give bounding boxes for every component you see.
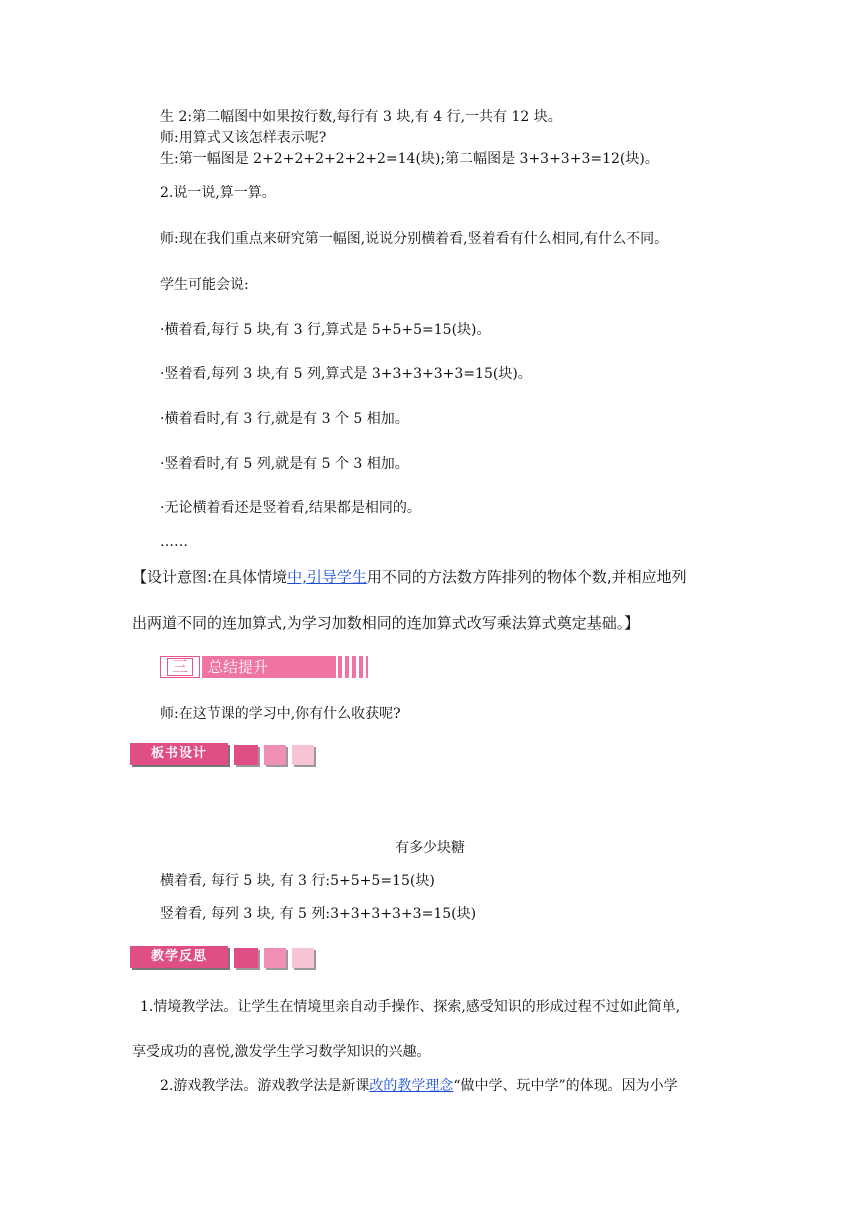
section-title: 总结提升	[202, 656, 336, 678]
design-intent-text: 【设计意图:在具体情境	[132, 568, 288, 586]
bullet-item: ·竖着看时,有 5 列,就是有 5 个 3 相加。	[160, 456, 409, 472]
board-title: 有多少块糖	[395, 840, 465, 856]
decorative-square	[292, 745, 314, 765]
reflection-text: “做中学、玩中学”的体现。因为小学	[453, 1078, 678, 1094]
design-intent-link[interactable]: 中,引导学生	[287, 568, 367, 586]
reflection-link[interactable]: 改的教学理念	[369, 1078, 454, 1094]
bullet-item: ·横着看,每行 5 块,有 3 行,算式是 5+5+5=15(块)。	[160, 322, 491, 338]
decorative-square	[292, 948, 314, 968]
board-design-tag	[130, 743, 320, 765]
dialogue-line-1: 生 2:第二幅图中如果按行数,每行有 3 块,有 4 行,一共有 12 块。	[160, 109, 562, 125]
tag-label: 板书设计	[130, 743, 228, 765]
design-intent-text: 用不同的方法数方阵排列的物体个数,并相应地列	[366, 568, 687, 586]
reflection-paragraph-1-cont: 享受成功的喜悦,激发学生学习数学知识的兴趣。	[132, 1044, 431, 1060]
reflection-text: 2.游戏教学法。游戏教学法是新课	[160, 1078, 370, 1094]
design-intent-line-2: 出两道不同的连加算式,为学习加数相同的连加算式改写乘法算式奠定基础。】	[132, 614, 640, 632]
section2-title: 2.说一说,算一算。	[160, 185, 276, 201]
bullet-item: ·竖着看,每列 3 块,有 5 列,算式是 3+3+3+3+3=15(块)。	[160, 366, 532, 382]
reflection-tag	[130, 946, 320, 968]
dialogue-line-2: 师:用算式又该怎样表示呢?	[160, 130, 327, 146]
section-number-badge: 三	[160, 656, 200, 678]
design-intent-line-1	[132, 566, 687, 588]
summary-question: 师:在这节课的学习中,你有什么收获呢?	[160, 706, 401, 722]
board-line: 竖着看, 每列 3 块, 有 5 列:3+3+3+3+3=15(块)	[160, 906, 477, 922]
decorative-square	[234, 948, 258, 968]
dialogue-line-3: 生:第一幅图是 2+2+2+2+2+2+2=14(块);第二幅图是 3+3+3+3=12(块)。	[160, 151, 659, 167]
tag-label: 教学反思	[130, 946, 228, 968]
board-line: 横着看, 每行 5 块, 有 3 行:5+5+5=15(块)	[160, 873, 435, 889]
decorative-stripes	[338, 656, 368, 678]
decorative-square	[234, 745, 258, 765]
bullet-item: ·横着看时,有 3 行,就是有 3 个 5 相加。	[160, 411, 409, 427]
decorative-square	[264, 948, 286, 968]
students-intro: 学生可能会说:	[160, 277, 249, 293]
teacher-question: 师:现在我们重点来研究第一幅图,说说分别横着看,竖着看有什么相同,有什么不同。	[160, 231, 669, 247]
decorative-square	[264, 745, 286, 765]
section3-heading	[160, 656, 368, 678]
reflection-paragraph-1: 1.情境教学法。让学生在情境里亲自动手操作、探索,感受知识的形成过程不过如此简单,	[140, 999, 681, 1015]
ellipsis: ……	[160, 534, 188, 550]
bullet-item: ·无论横着看还是竖着看,结果都是相同的。	[160, 500, 421, 516]
reflection-paragraph-2	[160, 1076, 678, 1096]
